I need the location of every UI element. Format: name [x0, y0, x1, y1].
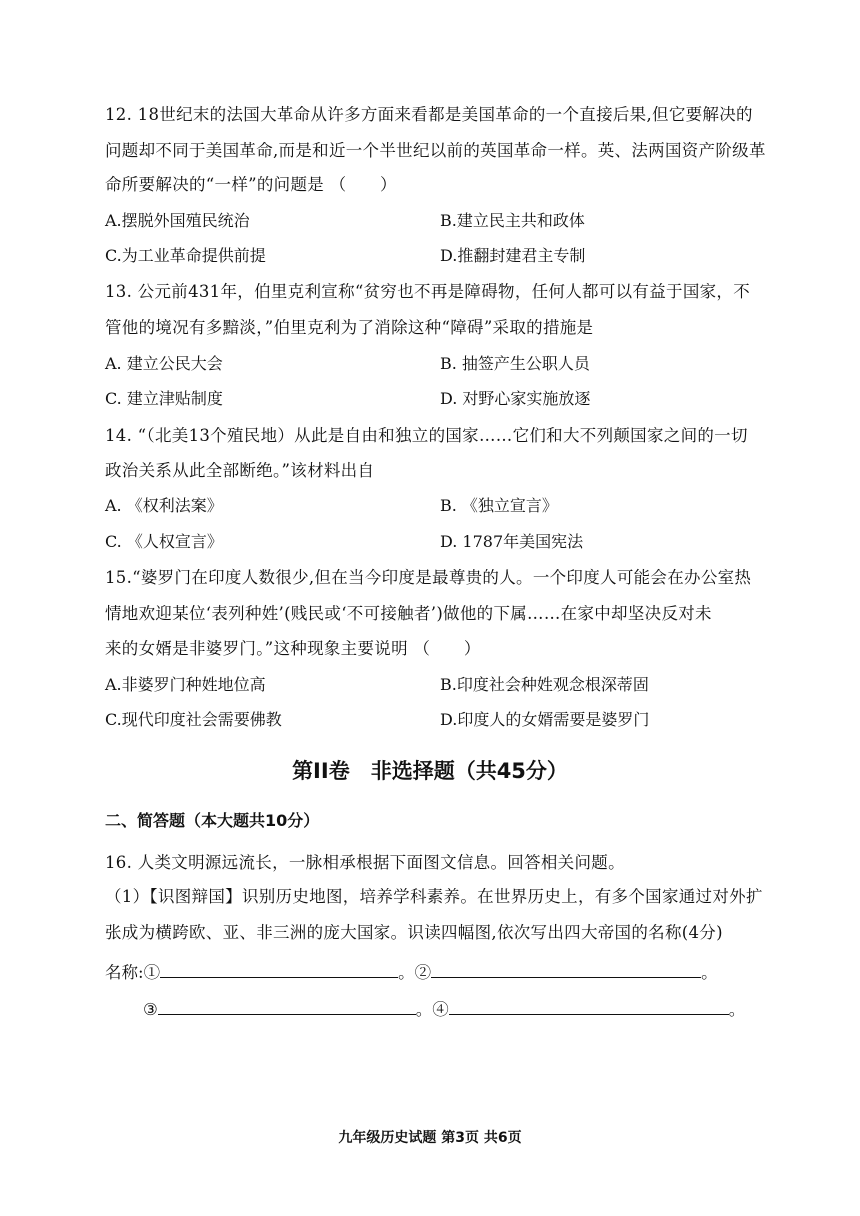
q13-line-2: 管他的境况有多黯淡，”伯里克利为了消除这种“障碍”采取的措施是 — [105, 318, 594, 337]
q13-option-d: D. 对野心家实施放逐 — [440, 389, 591, 408]
q12-line-1: 12. 18世纪末的法国大革命从许多方面来看都是美国革命的一个直接后果,但它要解决的 — [105, 105, 753, 124]
q14-option-d: D. 1787年美国宪法 — [440, 532, 584, 551]
answer-blank-3[interactable] — [158, 998, 416, 1015]
mark-2: ② — [414, 963, 432, 982]
q12-line-2: 问题却不同于美国革命,而是和近一个半世纪以前的英国革命一样。英、法两国资产阶级革 — [105, 141, 766, 160]
name-label: 名称: — [105, 963, 144, 982]
q12-option-c: C.为工业革命提供前提 — [105, 246, 266, 265]
mark-3: ③ — [143, 1000, 158, 1019]
q16-line-1: 16. 人类文明源远流长，一脉相承根据下面图文信息。回答相关问题。 — [105, 853, 625, 872]
sep-4: 。 — [728, 1000, 746, 1019]
q13-option-b: B. 抽签产生公职人员 — [440, 354, 590, 373]
q16-line-2: （1）【识图辩国】识别历史地图，培养学科素养。在世界历史上，有多个国家通过对外扩 — [105, 887, 763, 906]
mark-1: ① — [143, 963, 161, 982]
q12-option-b: B.建立民主共和政体 — [440, 211, 585, 230]
q12-option-d: D.推翻封建君主专制 — [440, 246, 586, 265]
answer-row-1 — [105, 961, 718, 984]
sep-3: 。 — [415, 1000, 433, 1019]
q14-line-2: 政治关系从此全部断绝。”该材料出自 — [105, 461, 375, 480]
q14-option-a: A. 《权利法案》 — [105, 496, 223, 515]
q15-line-3: 来的女婿是非婆罗门。”这种现象主要说明 （ ） — [105, 639, 481, 658]
mark-4: ④ — [432, 1000, 449, 1019]
q12-option-a: A.摆脱外国殖民统治 — [105, 211, 250, 230]
q16-line-3: 张成为横跨欧、亚、非三洲的庞大国家。识读四幅图,依次写出四大帝国的名称(4分) — [105, 923, 723, 942]
q15-option-b: B.印度社会种姓观念根深蒂固 — [440, 675, 649, 694]
q13-option-a: A. 建立公民大会 — [105, 354, 223, 373]
page-footer: 九年级历史试题 第3页 共6页 — [338, 1130, 522, 1146]
q15-line-2: 情地欢迎某位‘表列种姓’(贱民或‘不可接触者’)做他的下属……在家中却坚决反对未 — [105, 604, 712, 623]
section-subtitle: 二、简答题（本大题共10分） — [105, 811, 320, 830]
q14-option-c: C. 《人权宣言》 — [105, 532, 223, 551]
q13-line-1: 13. 公元前431年，伯里克利宣称“贫穷也不再是障碍物，任何人都可以有益于国家，不 — [105, 282, 751, 301]
q14-line-1: 14. “（北美13个殖民地）从此是自由和独立的国家……它们和大不列颠国家之间的一切 — [105, 426, 748, 445]
sep-1: 。 — [398, 963, 415, 982]
q15-option-c: C.现代印度社会需要佛教 — [105, 710, 282, 729]
q15-line-1: 15.“婆罗门在印度人数很少,但在当今印度是最尊贵的人。一个印度人可能会在办公室热 — [105, 568, 752, 587]
q12-line-3: 命所要解决的“一样”的问题是 （ ） — [105, 175, 397, 194]
answer-blank-4[interactable] — [449, 998, 729, 1015]
answer-row-2 — [143, 998, 745, 1021]
q15-option-d: D.印度人的女婿需要是婆罗门 — [440, 710, 650, 729]
sep-2: 。 — [701, 963, 718, 982]
q15-option-a: A.非婆罗门种姓地位高 — [105, 675, 266, 694]
q13-option-c: C. 建立津贴制度 — [105, 389, 223, 408]
answer-blank-1[interactable] — [160, 961, 398, 978]
answer-blank-2[interactable] — [431, 961, 701, 978]
section-title: 第II卷 非选择题（共45分） — [292, 759, 568, 783]
q14-option-b: B. 《独立宣言》 — [440, 496, 558, 515]
